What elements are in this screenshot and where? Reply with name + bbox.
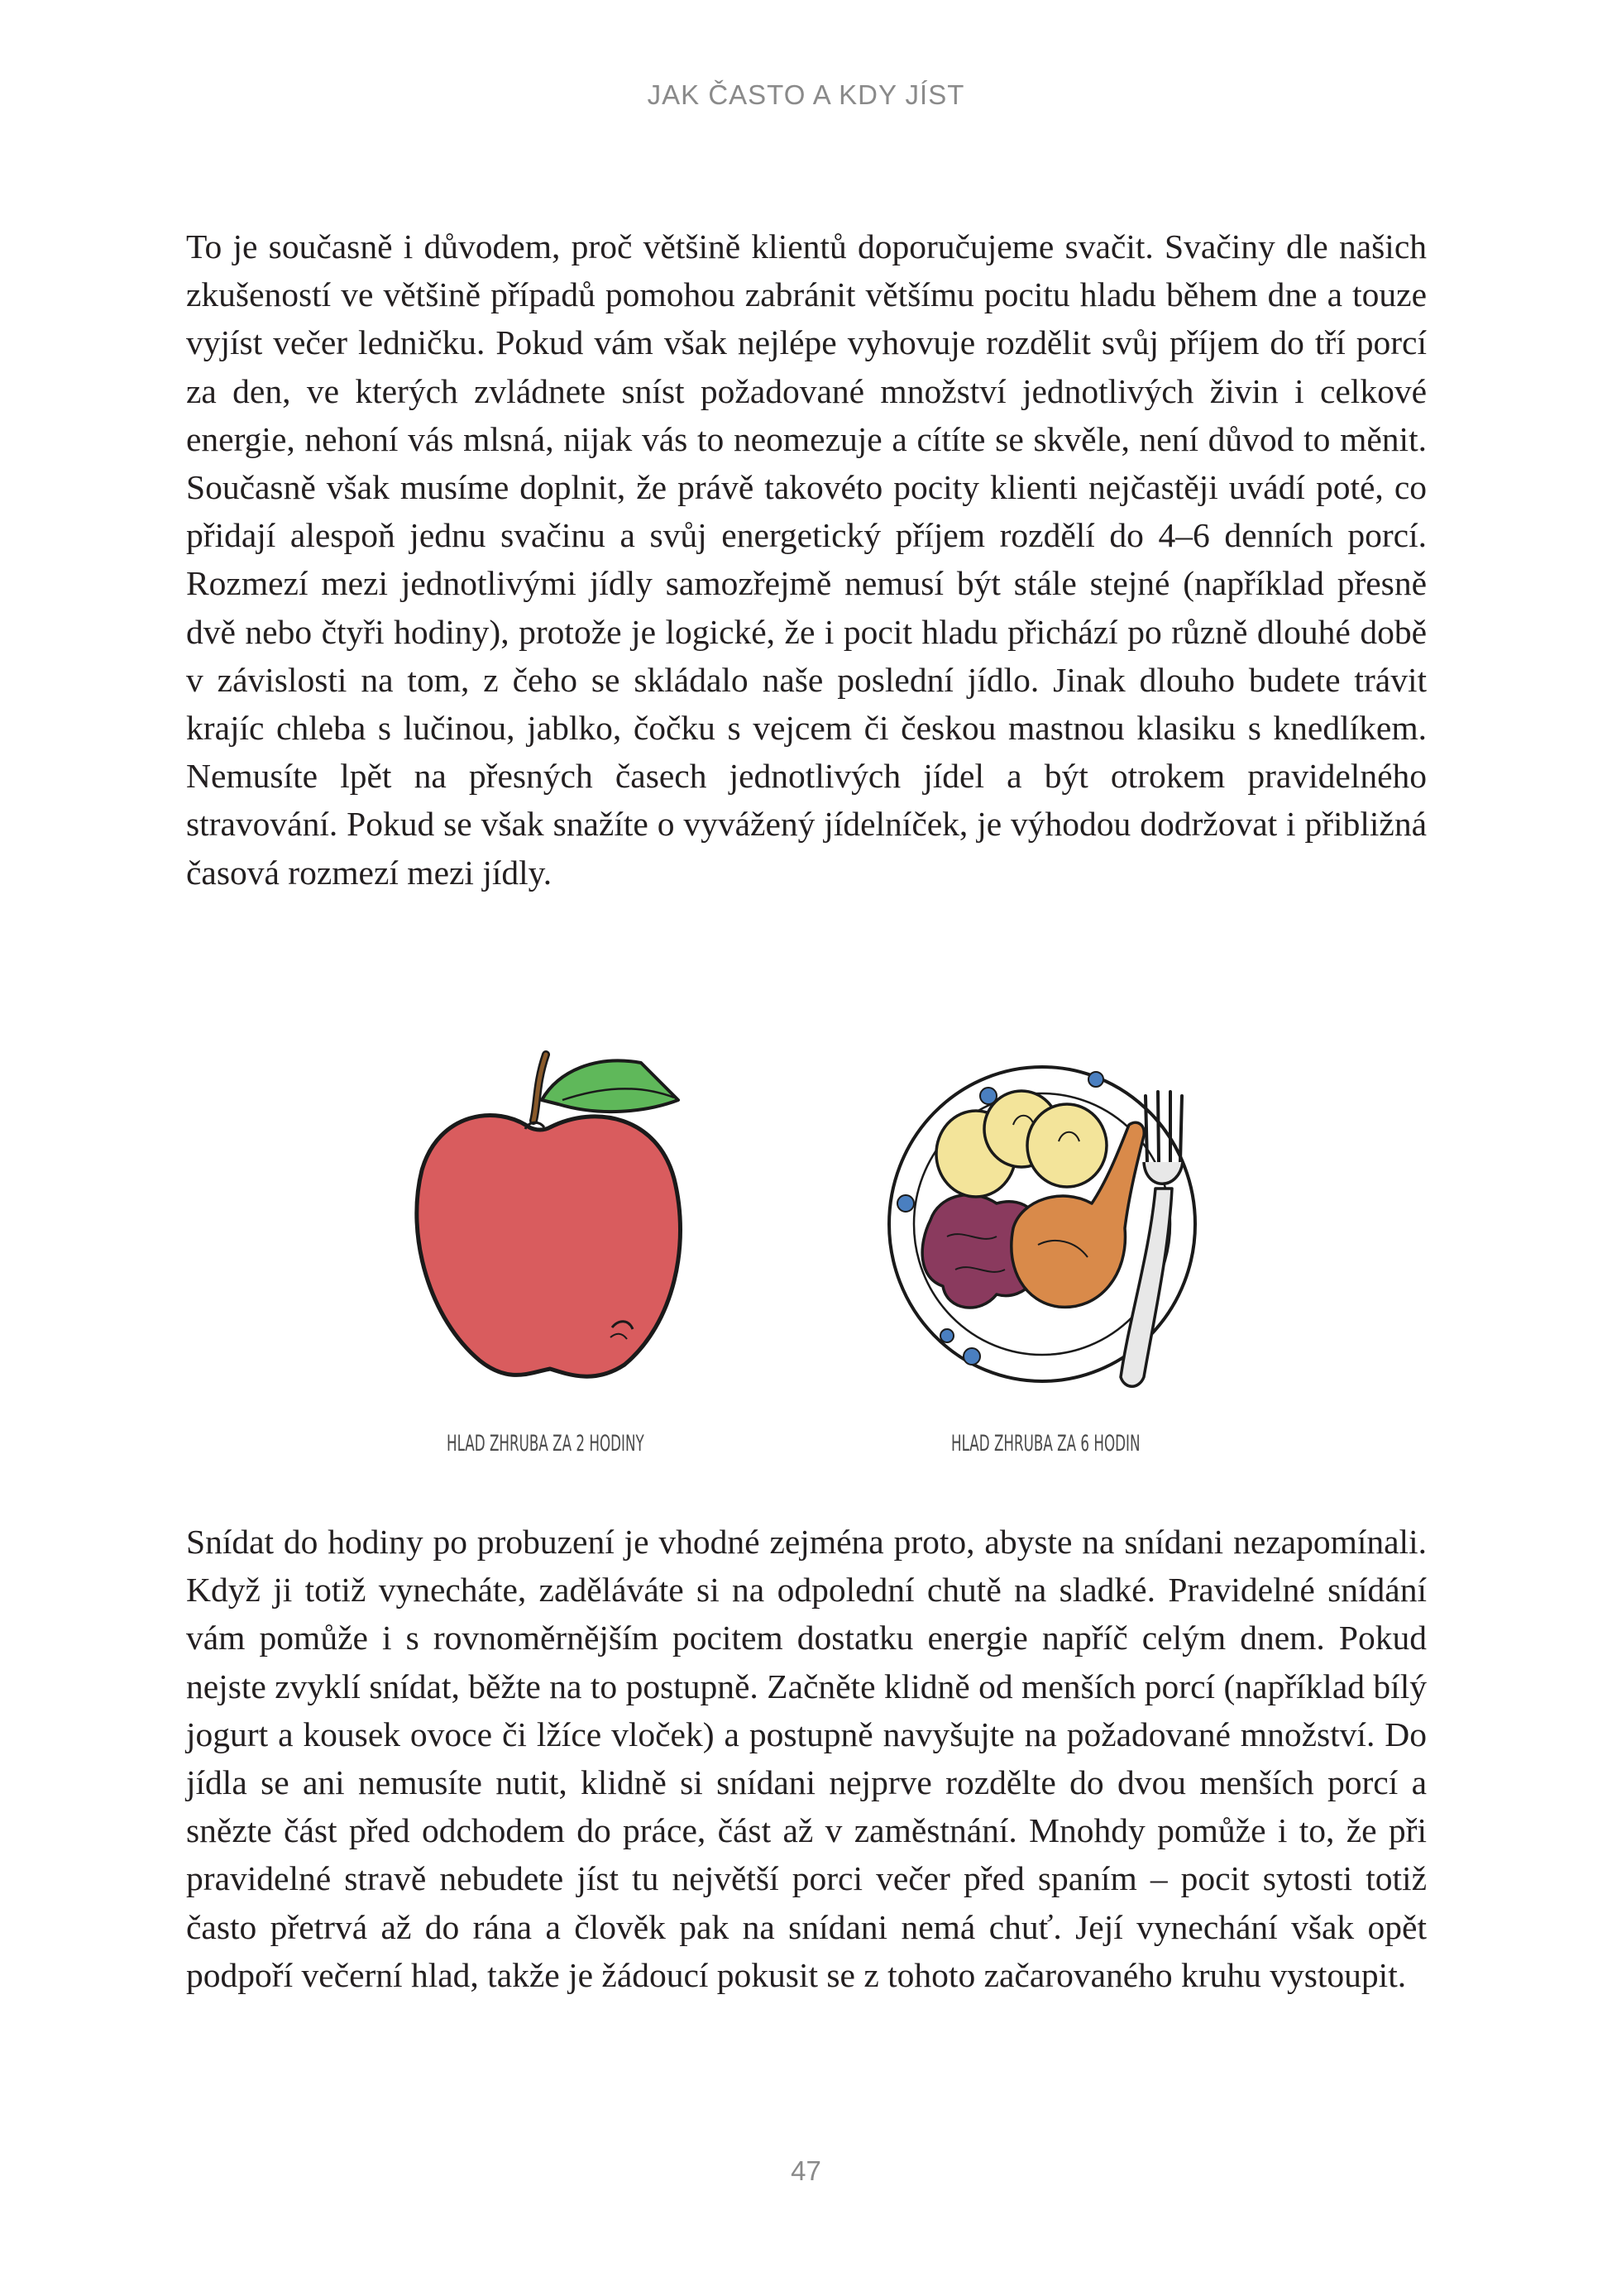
- apple-icon: [405, 1038, 703, 1402]
- page-number: 47: [791, 2155, 821, 2186]
- body-paragraph-2: Snídat do hodiny po probuzení je vhodné zejména proto, abyste na snídani nezapomínali. Když ji totiž vynecháte, zaděláváte si na odpolední chutě na sladké. Pravidelné snídání vám pomůže i s rovnoměrnějším pocitem dostatku energie napříč celým dnem. Pokud nejste zvyklí snídat, běžte na to postupně. Začněte klidně od menších porcí (například bílý jogurt a kousek ovoce či lžíce vloček) a postupně navyšujte na požadované množství. Do jídla se ani nemusíte nutit, klidně si snídani nejprve rozdělte do dvou menších porcí a snězte část před odchodem do práce, část až v zaměstnání. Mnohdy pomůže i to, že při pravidelné stravě nebudete jíst tu největší porci večer před spaním – pocit sytosti totiž často přetrvá až do rána a člověk pak na snídani nemá chuť. Její vynechání však opět podpoří večerní hlad, takže je žádoucí pokusit se z tohoto začarovaného kruhu vystoupit.: [186, 1523, 1427, 1994]
- caption-plate: HLAD ZHRUBA ZA 6 HODIN: [951, 1431, 1141, 1457]
- body-paragraph-1: To je současně i důvodem, proč většině klientů doporučujeme svačit. Svačiny dle našich zkušeností ve většině případů pomohou zabránit většímu pocitu hladu během dne a touze vyjíst večer ledničku. Pokud vám však nejlépe vyhovuje rozdělit svůj příjem do tří porcí za den, ve kterých zvládnete sníst požadované množství jednotlivých živin i celkové energie, nehoní vás mlsná, nijak vás to neomezuje a cítíte se skvěle, není důvod to měnit. Současně však musíme doplnit, že právě takovéto pocity klienti nejčastěji uvádí poté, co přidají alespoň jednu svačinu a svůj energetický příjem rozdělí do 4–6 denních porcí. Rozmezí mezi jednotlivými jídly samozřejmě nemusí být stále stejné (například přesně dvě nebo čtyři hodiny), protože je logické, že i pocit hladu přichází po různě dlouhé době v závislosti na tom, z čeho se skládalo naše poslední jídlo. Jinak dlouho budete trávit krajíc chleba s lučinou, jablko, čočku s vejcem či českou mastnou klasiku s knedlíkem. Nemusíte lpět na přesných časech jednotlivých jídel a být otrokem pravidelného stravování. Pokud se však snažíte o vyvážený jídelníček, je výhodou dodržovat i přibližná časová rozmezí mezi jídly.: [186, 227, 1427, 892]
- running-header: JAK ČASTO A KDY JÍST: [647, 79, 965, 110]
- caption-apple: HLAD ZHRUBA ZA 2 HODINY: [447, 1431, 644, 1457]
- plate-icon: [881, 1038, 1228, 1402]
